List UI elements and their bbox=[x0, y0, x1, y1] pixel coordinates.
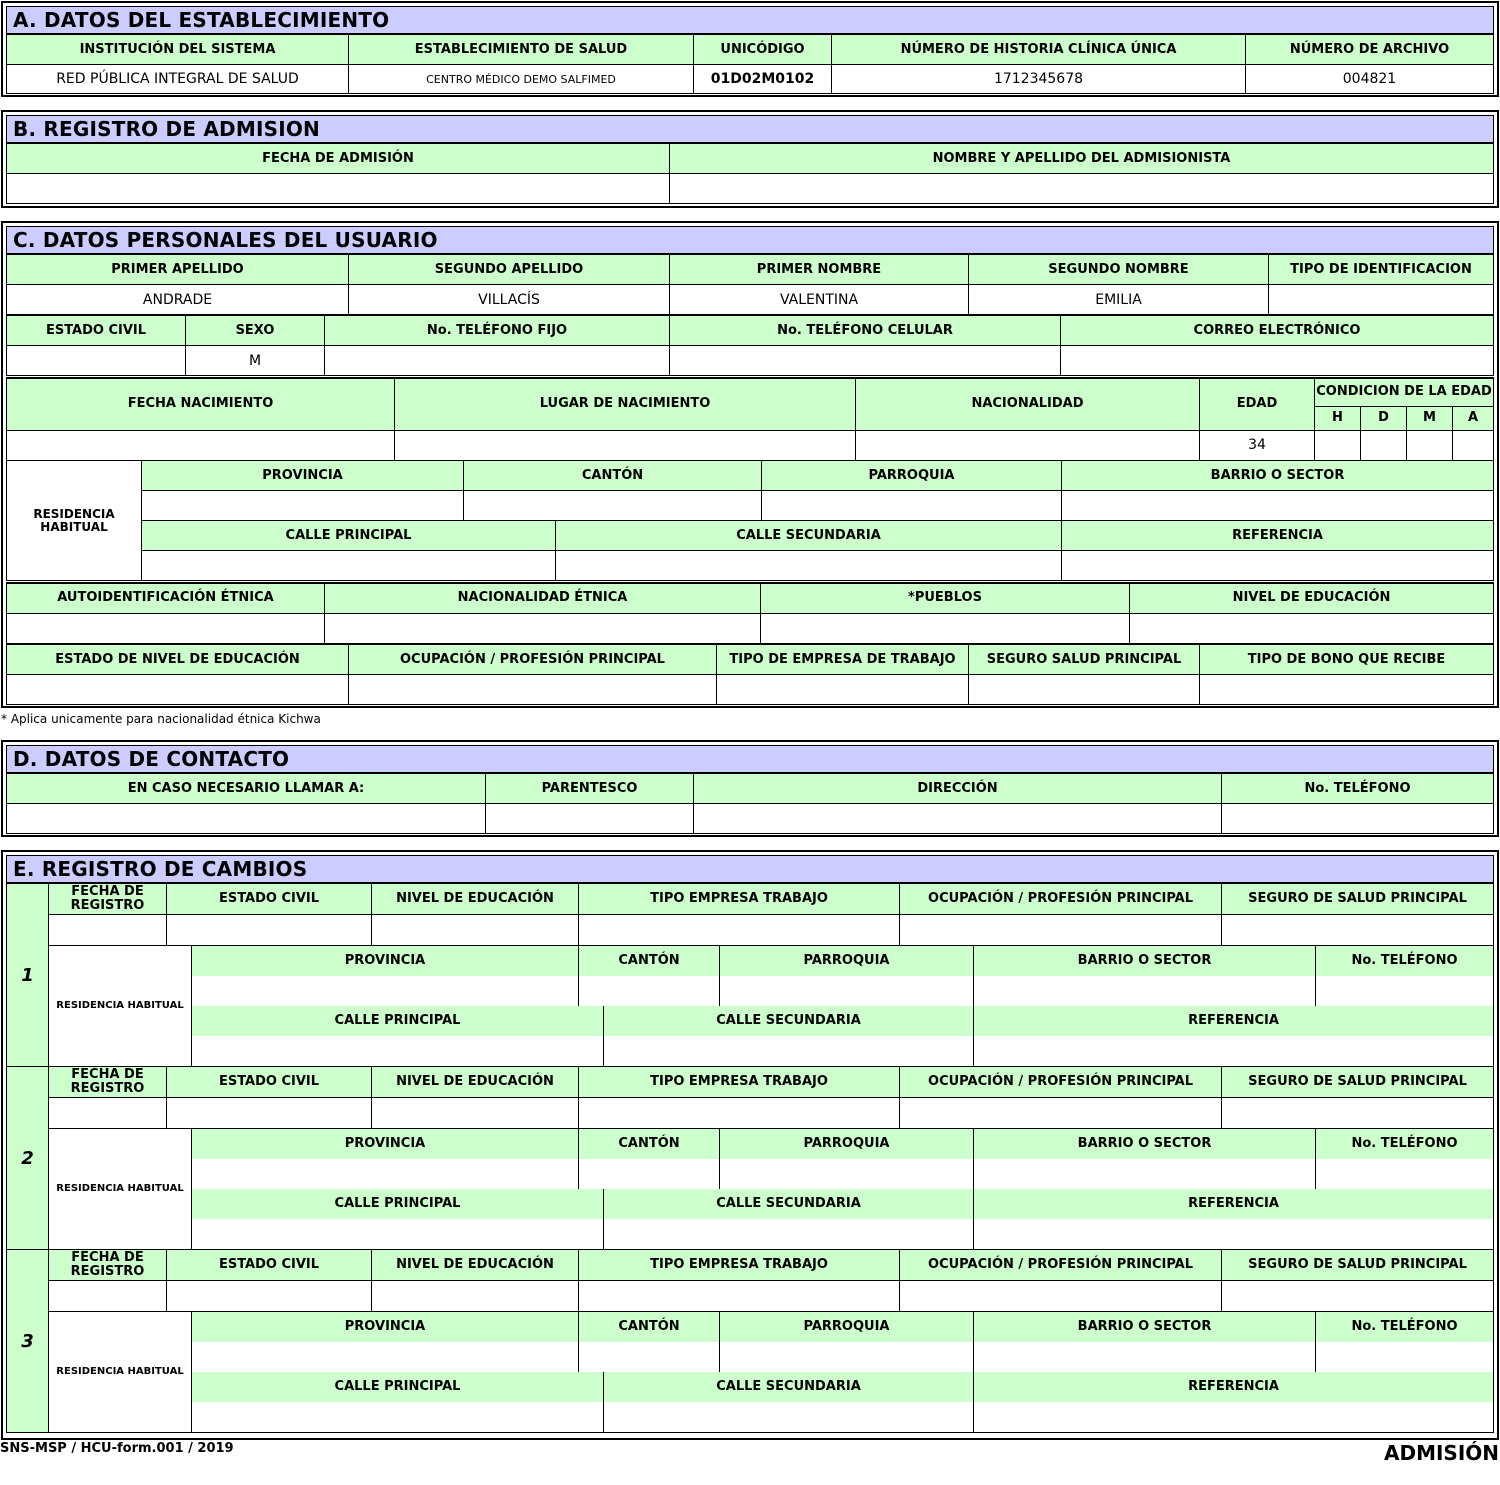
header-barrio: BARRIO O SECTOR bbox=[974, 1312, 1316, 1342]
header-provincia: PROVINCIA bbox=[142, 461, 464, 491]
field-nacionalidad-etnica[interactable] bbox=[325, 613, 761, 643]
header-historia-clinica: NÚMERO DE HISTORIA CLÍNICA ÚNICA bbox=[832, 35, 1246, 65]
header-tipo-empresa: TIPO EMPRESA TRABAJO bbox=[579, 1250, 900, 1281]
header-canton: CANTÓN bbox=[579, 1312, 720, 1342]
header-fecha-nacimiento: FECHA NACIMIENTO bbox=[7, 378, 395, 430]
field-admisionista[interactable] bbox=[670, 174, 1494, 204]
field-nivel-educacion[interactable] bbox=[1130, 613, 1494, 643]
header-tipo-empresa: TIPO EMPRESA TRABAJO bbox=[579, 1067, 900, 1098]
header-llamar-a: EN CASO NECESARIO LLAMAR A: bbox=[7, 774, 486, 804]
header-estado-civil: ESTADO CIVIL bbox=[167, 1250, 372, 1281]
header-nacionalidad-etnica: NACIONALIDAD ÉTNICA bbox=[325, 583, 761, 613]
header-nivel-educacion: NIVEL DE EDUCACIÓN bbox=[372, 1250, 579, 1281]
header-calle-secundaria: CALLE SECUNDARIA bbox=[604, 1372, 974, 1402]
section-c-title: C. DATOS PERSONALES DEL USUARIO bbox=[6, 226, 1494, 254]
header-pueblos: *PUEBLOS bbox=[761, 583, 1130, 613]
header-ocupacion: OCUPACIÓN / PROFESIÓN PRINCIPAL bbox=[900, 884, 1222, 915]
field-nivel-educacion[interactable] bbox=[372, 1281, 579, 1312]
field-nivel-educacion[interactable] bbox=[372, 1098, 579, 1129]
header-telefono-celular: No. TELÉFONO CELULAR bbox=[670, 316, 1061, 346]
field-ocupacion[interactable] bbox=[900, 915, 1222, 946]
field-calle-principal[interactable] bbox=[192, 1219, 604, 1250]
field-nivel-educacion[interactable] bbox=[372, 915, 579, 946]
field-provincia[interactable] bbox=[142, 491, 464, 521]
field-tipo-bono[interactable] bbox=[1200, 675, 1494, 705]
field-canton[interactable] bbox=[579, 1342, 720, 1372]
field-segundo-apellido[interactable]: VILLACÍS bbox=[349, 285, 670, 315]
header-primer-nombre: PRIMER NOMBRE bbox=[670, 255, 969, 285]
field-primer-apellido[interactable]: ANDRADE bbox=[7, 285, 349, 315]
field-referencia[interactable] bbox=[1062, 551, 1494, 581]
field-canton[interactable] bbox=[464, 491, 762, 521]
header-tipo-identificacion: TIPO DE IDENTIFICACION bbox=[1269, 255, 1494, 285]
field-direccion[interactable] bbox=[694, 804, 1222, 834]
header-telefono: No. TELÉFONO bbox=[1316, 1312, 1494, 1342]
birth-data-table bbox=[6, 377, 1494, 461]
field-seguro-salud[interactable] bbox=[1222, 1281, 1494, 1312]
field-seguro-salud[interactable] bbox=[1222, 1098, 1494, 1129]
ethnic-table bbox=[6, 582, 1494, 644]
field-historia-clinica[interactable]: 1712345678 bbox=[832, 65, 1246, 94]
header-segundo-apellido: SEGUNDO APELLIDO bbox=[349, 255, 670, 285]
header-canton: CANTÓN bbox=[464, 461, 762, 491]
field-cond-m[interactable] bbox=[1407, 430, 1453, 460]
section-b bbox=[1, 110, 1499, 208]
change-number: 1 bbox=[7, 884, 49, 1067]
field-primer-nombre[interactable]: VALENTINA bbox=[670, 285, 969, 315]
header-fecha-registro: FECHA DE REGISTRO bbox=[49, 1067, 167, 1098]
field-edad[interactable]: 34 bbox=[1200, 430, 1315, 460]
section-a bbox=[1, 1, 1499, 97]
field-calle-secundaria[interactable] bbox=[604, 1219, 974, 1250]
changes-table bbox=[6, 883, 1494, 1433]
field-estado-nivel-educacion[interactable] bbox=[7, 675, 349, 705]
field-calle-secundaria[interactable] bbox=[604, 1036, 974, 1067]
header-referencia: REFERENCIA bbox=[1062, 521, 1494, 551]
residencia-habitual-label: RESIDENCIA HABITUAL bbox=[7, 461, 142, 581]
header-autoidentificacion: AUTOIDENTIFICACIÓN ÉTNICA bbox=[7, 583, 325, 613]
header-calle-principal: CALLE PRINCIPAL bbox=[192, 1372, 604, 1402]
section-a-title: A. DATOS DEL ESTABLECIMIENTO bbox=[6, 6, 1494, 34]
personal-names-table bbox=[6, 254, 1494, 315]
field-tipo-identificacion[interactable] bbox=[1269, 285, 1494, 315]
field-estado-civil[interactable] bbox=[167, 1098, 372, 1129]
change-number: 3 bbox=[7, 1250, 49, 1433]
header-fecha-registro: FECHA DE REGISTRO bbox=[49, 884, 167, 915]
header-calle-secundaria: CALLE SECUNDARIA bbox=[604, 1006, 974, 1036]
field-pueblos[interactable] bbox=[761, 613, 1130, 643]
field-telefono[interactable] bbox=[1316, 1159, 1494, 1189]
field-parroquia[interactable] bbox=[720, 976, 974, 1006]
residencia-habitual-label: RESIDENCIA HABITUAL bbox=[49, 946, 192, 1067]
header-barrio: BARRIO O SECTOR bbox=[974, 946, 1316, 976]
field-unicodigo[interactable]: 01D02M0102 bbox=[694, 65, 832, 94]
field-provincia[interactable] bbox=[192, 1342, 579, 1372]
header-edad: EDAD bbox=[1200, 378, 1315, 430]
header-provincia: PROVINCIA bbox=[192, 946, 579, 976]
header-segundo-nombre: SEGUNDO NOMBRE bbox=[969, 255, 1269, 285]
section-b-title: B. REGISTRO DE ADMISION bbox=[6, 115, 1494, 143]
header-institucion: INSTITUCIÓN DEL SISTEMA bbox=[7, 35, 349, 65]
field-ocupacion[interactable] bbox=[900, 1281, 1222, 1312]
field-parroquia[interactable] bbox=[720, 1342, 974, 1372]
field-tipo-empresa[interactable] bbox=[717, 675, 969, 705]
field-fecha-registro[interactable] bbox=[49, 1098, 167, 1129]
field-referencia[interactable] bbox=[974, 1402, 1494, 1433]
header-fecha-admision: FECHA DE ADMISIÓN bbox=[7, 144, 670, 174]
header-referencia: REFERENCIA bbox=[974, 1372, 1494, 1402]
header-estado-civil: ESTADO CIVIL bbox=[167, 884, 372, 915]
field-estado-civil[interactable] bbox=[167, 1281, 372, 1312]
header-fecha-registro: FECHA DE REGISTRO bbox=[49, 1250, 167, 1281]
residencia-table bbox=[6, 460, 1494, 581]
field-estado-civil[interactable] bbox=[167, 915, 372, 946]
field-telefono-fijo[interactable] bbox=[325, 346, 670, 376]
field-parentesco[interactable] bbox=[486, 804, 694, 834]
header-parentesco: PARENTESCO bbox=[486, 774, 694, 804]
field-cond-d[interactable] bbox=[1361, 430, 1407, 460]
header-lugar-nacimiento: LUGAR DE NACIMIENTO bbox=[395, 378, 856, 430]
header-tipo-empresa: TIPO DE EMPRESA DE TRABAJO bbox=[717, 645, 969, 675]
header-parroquia: PARROQUIA bbox=[762, 461, 1062, 491]
header-barrio: BARRIO O SECTOR bbox=[974, 1129, 1316, 1159]
field-provincia[interactable] bbox=[192, 1159, 579, 1189]
residencia-habitual-label: RESIDENCIA HABITUAL bbox=[49, 1312, 192, 1433]
header-admisionista: NOMBRE Y APELLIDO DEL ADMISIONISTA bbox=[670, 144, 1494, 174]
field-lugar-nacimiento[interactable] bbox=[395, 430, 856, 460]
field-fecha-admision[interactable] bbox=[7, 174, 670, 204]
field-calle-secundaria[interactable] bbox=[556, 551, 1062, 581]
field-ocupacion[interactable] bbox=[900, 1098, 1222, 1129]
header-cond-h: H bbox=[1315, 406, 1361, 430]
field-parroquia[interactable] bbox=[720, 1159, 974, 1189]
header-ocupacion: OCUPACIÓN / PROFESIÓN PRINCIPAL bbox=[900, 1067, 1222, 1098]
field-seguro-salud[interactable] bbox=[1222, 915, 1494, 946]
header-seguro-salud: SEGURO DE SALUD PRINCIPAL bbox=[1222, 1067, 1494, 1098]
field-parroquia[interactable] bbox=[762, 491, 1062, 521]
personal-contact-table bbox=[6, 315, 1494, 376]
header-calle-principal: CALLE PRINCIPAL bbox=[192, 1006, 604, 1036]
header-provincia: PROVINCIA bbox=[192, 1129, 579, 1159]
field-barrio[interactable] bbox=[974, 1342, 1316, 1372]
header-parroquia: PARROQUIA bbox=[720, 1129, 974, 1159]
header-telefono-contacto: No. TELÉFONO bbox=[1222, 774, 1494, 804]
field-telefono[interactable] bbox=[1316, 1342, 1494, 1372]
residencia-habitual-label: RESIDENCIA HABITUAL bbox=[49, 1129, 192, 1250]
header-primer-apellido: PRIMER APELLIDO bbox=[7, 255, 349, 285]
header-tipo-empresa: TIPO EMPRESA TRABAJO bbox=[579, 884, 900, 915]
header-nacionalidad: NACIONALIDAD bbox=[856, 378, 1200, 430]
header-nivel-educacion: NIVEL DE EDUCACIÓN bbox=[372, 884, 579, 915]
section-e bbox=[1, 850, 1499, 1440]
field-fecha-registro[interactable] bbox=[49, 915, 167, 946]
header-referencia: REFERENCIA bbox=[974, 1189, 1494, 1219]
field-tipo-empresa[interactable] bbox=[579, 1281, 900, 1312]
header-seguro-salud: SEGURO SALUD PRINCIPAL bbox=[969, 645, 1200, 675]
header-telefono: No. TELÉFONO bbox=[1316, 1129, 1494, 1159]
field-segundo-nombre[interactable]: EMILIA bbox=[969, 285, 1269, 315]
header-sexo: SEXO bbox=[186, 316, 325, 346]
form-type: ADMISIÓN bbox=[1383, 1441, 1499, 1465]
field-barrio[interactable] bbox=[974, 1159, 1316, 1189]
field-cond-a[interactable] bbox=[1453, 430, 1494, 460]
header-calle-principal: CALLE PRINCIPAL bbox=[192, 1189, 604, 1219]
form-code: SNS-MSP / HCU-form.001 / 2019 bbox=[0, 1441, 234, 1456]
header-provincia: PROVINCIA bbox=[192, 1312, 579, 1342]
header-correo: CORREO ELECTRÓNICO bbox=[1061, 316, 1494, 346]
field-barrio[interactable] bbox=[974, 976, 1316, 1006]
header-calle-secundaria: CALLE SECUNDARIA bbox=[556, 521, 1062, 551]
header-ocupacion: OCUPACIÓN / PROFESIÓN PRINCIPAL bbox=[900, 1250, 1222, 1281]
kichwa-note: * Aplica unicamente para nacionalidad étnica Kichwa bbox=[1, 712, 321, 726]
header-unicodigo: UNICÓDIGO bbox=[694, 35, 832, 65]
header-direccion: DIRECCIÓN bbox=[694, 774, 1222, 804]
header-cond-m: M bbox=[1407, 406, 1453, 430]
field-telefono[interactable] bbox=[1316, 976, 1494, 1006]
field-nacionalidad[interactable] bbox=[856, 430, 1200, 460]
field-tipo-empresa[interactable] bbox=[579, 915, 900, 946]
header-numero-archivo: NÚMERO DE ARCHIVO bbox=[1246, 35, 1494, 65]
header-nivel-educacion: NIVEL DE EDUCACIÓN bbox=[1130, 583, 1494, 613]
field-calle-principal[interactable] bbox=[192, 1036, 604, 1067]
field-establecimiento[interactable]: CENTRO MÉDICO DEMO SALFIMED bbox=[349, 65, 694, 94]
header-canton: CANTÓN bbox=[579, 1129, 720, 1159]
field-provincia[interactable] bbox=[192, 976, 579, 1006]
field-referencia[interactable] bbox=[974, 1219, 1494, 1250]
field-llamar-a[interactable] bbox=[7, 804, 486, 834]
field-autoidentificacion[interactable] bbox=[7, 613, 325, 643]
section-d bbox=[1, 740, 1499, 837]
field-ocupacion[interactable] bbox=[349, 675, 717, 705]
section-a-table bbox=[6, 34, 1494, 94]
header-estado-civil: ESTADO CIVIL bbox=[167, 1067, 372, 1098]
header-parroquia: PARROQUIA bbox=[720, 946, 974, 976]
header-seguro-salud: SEGURO DE SALUD PRINCIPAL bbox=[1222, 884, 1494, 915]
header-tipo-bono: TIPO DE BONO QUE RECIBE bbox=[1200, 645, 1494, 675]
field-calle-principal[interactable] bbox=[192, 1402, 604, 1433]
header-condicion-edad: CONDICION DE LA EDAD bbox=[1315, 378, 1494, 406]
change-number: 2 bbox=[7, 1067, 49, 1250]
field-calle-secundaria[interactable] bbox=[604, 1402, 974, 1433]
header-nivel-educacion: NIVEL DE EDUCACIÓN bbox=[372, 1067, 579, 1098]
field-cond-h[interactable] bbox=[1315, 430, 1361, 460]
field-sexo[interactable]: M bbox=[186, 346, 325, 376]
header-cond-a: A bbox=[1453, 406, 1494, 430]
header-seguro-salud: SEGURO DE SALUD PRINCIPAL bbox=[1222, 1250, 1494, 1281]
header-establecimiento: ESTABLECIMIENTO DE SALUD bbox=[349, 35, 694, 65]
header-referencia: REFERENCIA bbox=[974, 1006, 1494, 1036]
header-ocupacion: OCUPACIÓN / PROFESIÓN PRINCIPAL bbox=[349, 645, 717, 675]
header-barrio: BARRIO O SECTOR bbox=[1062, 461, 1494, 491]
field-tipo-empresa[interactable] bbox=[579, 1098, 900, 1129]
header-cond-d: D bbox=[1361, 406, 1407, 430]
field-seguro-salud[interactable] bbox=[969, 675, 1200, 705]
occupation-table bbox=[6, 644, 1494, 705]
field-telefono-contacto[interactable] bbox=[1222, 804, 1494, 834]
field-fecha-nacimiento[interactable] bbox=[7, 430, 395, 460]
section-c bbox=[1, 221, 1499, 708]
field-estado-civil[interactable] bbox=[7, 346, 186, 376]
header-canton: CANTÓN bbox=[579, 946, 720, 976]
header-telefono: No. TELÉFONO bbox=[1316, 946, 1494, 976]
header-telefono-fijo: No. TELÉFONO FIJO bbox=[325, 316, 670, 346]
header-calle-secundaria: CALLE SECUNDARIA bbox=[604, 1189, 974, 1219]
field-barrio[interactable] bbox=[1062, 491, 1494, 521]
field-calle-principal[interactable] bbox=[142, 551, 556, 581]
field-institucion[interactable]: RED PÚBLICA INTEGRAL DE SALUD bbox=[7, 65, 349, 94]
contact-table bbox=[6, 773, 1494, 834]
field-fecha-registro[interactable] bbox=[49, 1281, 167, 1312]
field-telefono-celular[interactable] bbox=[670, 346, 1061, 376]
field-correo[interactable] bbox=[1061, 346, 1494, 376]
header-estado-nivel-educacion: ESTADO DE NIVEL DE EDUCACIÓN bbox=[7, 645, 349, 675]
field-numero-archivo[interactable]: 004821 bbox=[1246, 65, 1494, 94]
section-d-title: D. DATOS DE CONTACTO bbox=[6, 745, 1494, 773]
header-estado-civil: ESTADO CIVIL bbox=[7, 316, 186, 346]
header-calle-principal: CALLE PRINCIPAL bbox=[142, 521, 556, 551]
section-e-title: E. REGISTRO DE CAMBIOS bbox=[6, 855, 1494, 883]
header-parroquia: PARROQUIA bbox=[720, 1312, 974, 1342]
field-canton[interactable] bbox=[579, 976, 720, 1006]
section-b-table bbox=[6, 143, 1494, 204]
field-canton[interactable] bbox=[579, 1159, 720, 1189]
field-referencia[interactable] bbox=[974, 1036, 1494, 1067]
